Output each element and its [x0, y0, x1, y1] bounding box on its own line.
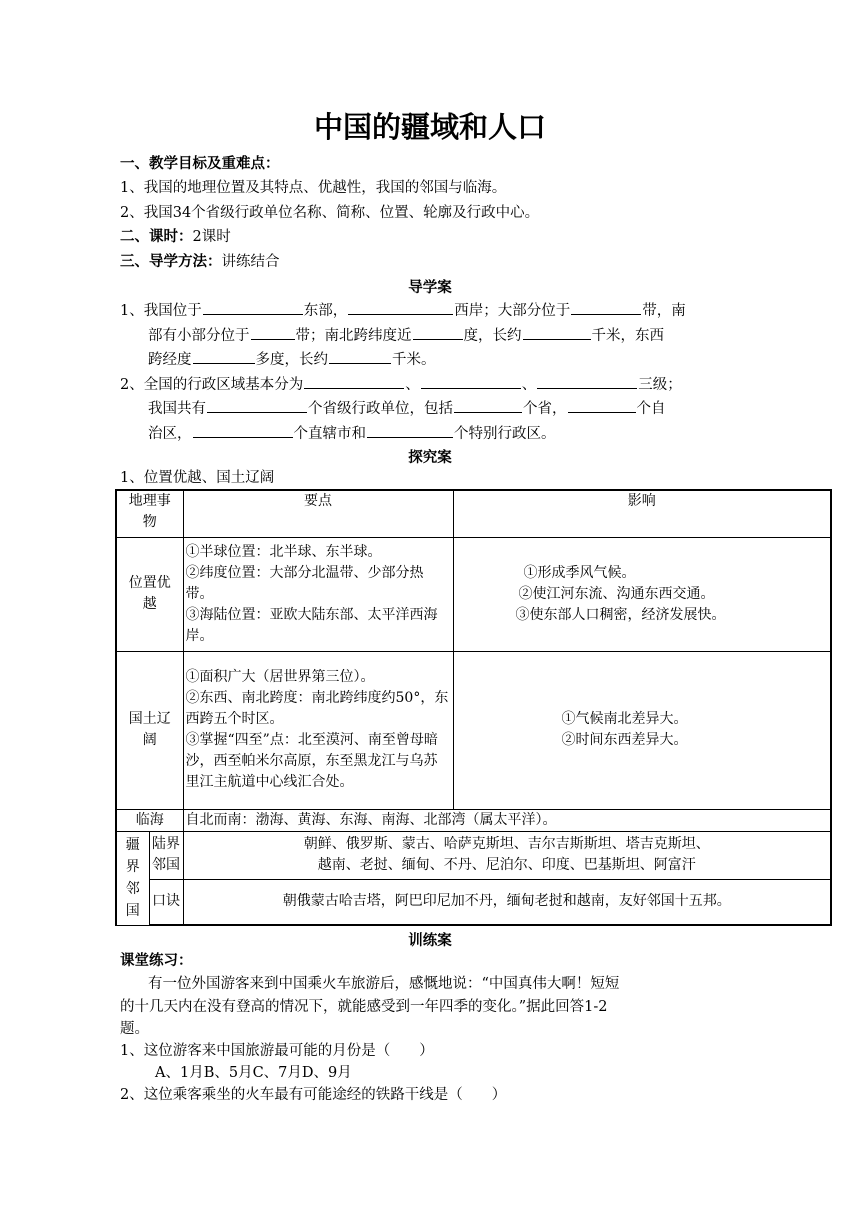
tanjiu-heading: 探究案	[408, 450, 452, 466]
practice-paragraph-1: 有一位外国游客来到中国乘火车旅游后，感慨地说：“中国真伟大啊！短短	[148, 976, 620, 992]
mnemonic-cell: 朝俄蒙古哈吉塔，阿巴印尼加不丹，缅甸老挝和越南，友好邻国十五邦。	[183, 879, 831, 925]
row-label-territory: 国土辽 阔	[116, 651, 183, 809]
header-cell-item: 地理事 物	[116, 490, 183, 537]
blank[interactable]	[537, 374, 637, 389]
impact-text: ①气候南北差异大。	[561, 711, 688, 727]
tanjiu-subheading: 1、位置优越、国土辽阔	[120, 470, 275, 486]
blank[interactable]	[207, 398, 307, 413]
blank[interactable]	[413, 325, 463, 340]
exercise-2: 2、这位乘客乘坐的火车最有可能途经的铁路干线是（ ）	[120, 1087, 507, 1103]
exercise-1: 1、这位游客来中国旅游最可能的月份是（ ）	[120, 1043, 434, 1059]
practice-heading: 课堂练习：	[120, 953, 193, 969]
header-cell-points: 要点	[183, 490, 453, 537]
blank[interactable]	[523, 325, 591, 340]
location-impact-cell	[453, 537, 831, 651]
blank[interactable]	[571, 300, 641, 315]
location-points-cell	[183, 537, 453, 651]
blank[interactable]	[251, 325, 295, 340]
practice-paragraph-2: 的十几天内在没有登高的情况下，就能感受到一年四季的变化。”据此回答1-2	[120, 999, 608, 1015]
impact-text: ①形成季风气候。	[523, 564, 636, 581]
territory-points-cell	[183, 651, 453, 809]
point-text: ②东西、南北跨度：南北跨纬度约50°，东西跨五个时区。	[185, 690, 449, 727]
goal-2: 2、我国34个省级行政单位名称、简称、位置、轮廓及行政中心。	[120, 205, 540, 221]
question-2-line-1: 2、全国的行政区域基本分为 、 、 三级；	[120, 374, 682, 395]
point-text: ①面积广大（居世界第三位）。	[185, 669, 375, 685]
blank[interactable]	[454, 398, 522, 413]
row-label-neighbors: 疆 界 邻 国	[116, 831, 149, 925]
question-1-line-1: 1、我国位于 东部， 西岸；大部分位于 带，南	[120, 300, 686, 321]
blank[interactable]	[367, 423, 453, 438]
blank[interactable]	[421, 374, 521, 389]
daoxue-heading: 导学案	[408, 280, 452, 296]
blank[interactable]	[568, 398, 636, 413]
neighbors-text: 朝鲜、俄罗斯、蒙古、哈萨克斯坦、吉尔吉斯斯坦、塔吉克斯坦、	[303, 836, 710, 852]
point-text: ①半球位置：北半球、东半球。	[185, 543, 382, 560]
seas-cell: 自北而南：渤海、黄海、东海、南海、北部湾（属太平洋）。	[183, 809, 831, 831]
blank[interactable]	[348, 300, 453, 315]
question-2-line-3: 治区， 个直辖市和 个特别行政区。	[148, 423, 556, 444]
point-text: ②纬度位置：大部分北温带、少部分热带。	[185, 564, 424, 602]
impact-text: ②使江河东流、沟通东西交通。	[518, 585, 715, 602]
blank[interactable]	[203, 300, 303, 315]
sub-label-land-neighbors: 陆界 邻国	[149, 831, 183, 879]
sub-label-mnemonic: 口诀	[149, 879, 183, 925]
blank[interactable]	[329, 349, 391, 364]
geography-table	[115, 489, 832, 926]
blank[interactable]	[193, 349, 255, 364]
row-label-location: 位置优 越	[116, 537, 183, 651]
row-label-seas: 临海	[116, 809, 183, 831]
question-2-line-2: 我国共有 个省级行政单位，包括 个省， 个自	[148, 398, 666, 419]
practice-paragraph-3: 题。	[120, 1021, 149, 1037]
page-title: 中国的疆域和人口	[313, 110, 546, 144]
goal-1: 1、我国的地理位置及其特点、优越性，我国的邻国与临海。	[120, 180, 507, 196]
territory-impact-cell	[453, 651, 831, 809]
section-method: 三、导学方法：讲练结合	[120, 254, 280, 270]
question-1-line-3: 跨经度 多度，长约 千米。	[148, 349, 436, 370]
impact-text: ②时间东西差异大。	[561, 732, 688, 748]
point-text: ③掌握“四至”点：北至漠河、南至曾母暗沙，西至帕米尔高原，东至黑龙江与乌苏里江主航道中心线汇合处。	[185, 732, 438, 790]
blank[interactable]	[193, 423, 293, 438]
section-hours: 二、课时：2课时	[120, 229, 231, 245]
header-cell-impact: 影响	[453, 490, 831, 537]
neighbors-text: 越南、老挝、缅甸、不丹、尼泊尔、印度、巴基斯坦、阿富汗	[317, 857, 696, 873]
impact-text: ③使东部人口稠密，经济发展快。	[515, 606, 726, 623]
section-goals-heading: 一、教学目标及重难点：	[120, 156, 280, 172]
blank[interactable]	[304, 374, 404, 389]
xunlian-heading: 训练案	[408, 933, 452, 949]
question-1-line-2: 部有小部分位于 带；南北跨纬度近 度，长约 千米，东西	[148, 325, 664, 346]
point-text: ③海陆位置：亚欧大陆东部、太平洋西海岸。	[185, 606, 438, 644]
land-neighbors-cell	[183, 831, 831, 879]
exercise-1-options: A、1月B、5月C、7月D、9月	[155, 1065, 352, 1081]
